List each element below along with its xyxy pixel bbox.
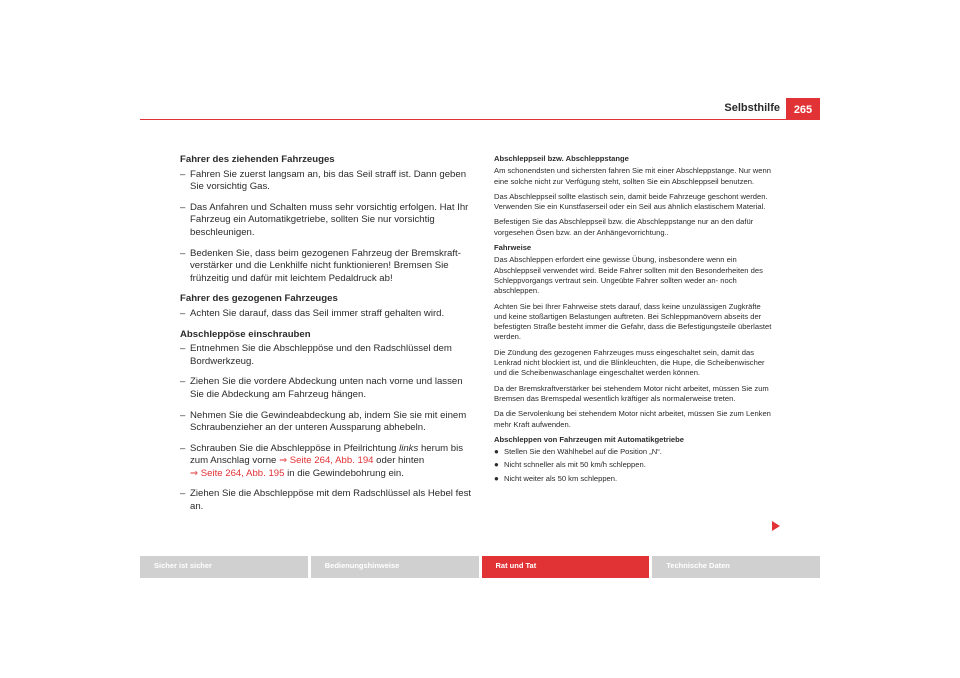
heading-towed-driver: Fahrer des gezogenen Fahrzeuges (180, 293, 338, 305)
list-item (180, 308, 474, 321)
list-item-text: Ziehen Sie die Abschleppöse mit dem Radschlüssel als Hebel fest an. (190, 488, 472, 513)
text-segment: in die Gewindebohrung ein. (284, 467, 404, 479)
bullet-icon: ● (494, 473, 499, 483)
bullet-text: Nicht weiter als 50 km schleppen. (504, 473, 618, 483)
paragraph: Das Abschleppseil sollte elastisch sein, damit beide Fahrzeuge geschont werden. Verwenden Sie ein Kunstfaserseil oder ein Seil aus ähnlich elastischem Material. (494, 191, 768, 212)
tab-technical-data[interactable]: Technische Daten (652, 556, 820, 578)
heading-tow-rope: Abschleppseil bzw. Abschleppstange (494, 154, 629, 163)
list-item-text: Bedenken Sie, dass beim gezogenen Fahrzeug der Bremskraftverstärker und die Lenkhilfe nicht funktionieren! Bremsen Sie frühzeitig und dafür mit leichtem Pedaldruck ab! (190, 247, 461, 284)
list-item-text: Das Anfahren und Schalten muss sehr vorsichtig erfolgen. Hat Ihr Fahrzeug ein Automatikgetriebe, sollten Sie nur vorsichtig beschleunigen. (190, 201, 469, 238)
dash: – (180, 409, 186, 421)
list-item-text: Achten Sie darauf, dass das Seil immer straff gehalten wird. (190, 307, 445, 319)
tab-operating-instructions[interactable]: Bedienungshinweise (311, 556, 479, 578)
dash: – (180, 488, 186, 500)
list-item-text: Fahren Sie zuerst langsam an, bis das Seil straff ist. Dann geben Sie vorsichtig Gas. (190, 168, 467, 193)
dash: – (180, 442, 186, 454)
list-item (180, 202, 474, 240)
tab-tips-and-help[interactable]: Rat und Tat (482, 556, 650, 578)
dash: – (180, 343, 186, 355)
bullet-text: Nicht schneller als mit 50 km/h schleppen. (504, 460, 646, 470)
page-number: 265 (786, 98, 820, 120)
list-item-text: Ziehen Sie die vordere Abdeckung unten nach vorne und lassen Sie die Abdeckung am Fahrzeug hängen. (190, 376, 463, 400)
bullet-item (494, 460, 772, 470)
list-item (180, 248, 474, 286)
list-item (180, 410, 474, 435)
cross-reference-link[interactable]: ⇒ Seite 264, Abb. 195 (190, 467, 285, 479)
dash: – (180, 376, 186, 388)
heading-driving-style: Fahrweise (494, 243, 532, 253)
paragraph: Da die Servolenkung bei stehendem Motor nicht arbeitet, müssen Sie zum Lenken mehr Kraft aufwenden. (494, 409, 771, 429)
paragraph: Das Abschleppen erfordert eine gewisse Übung, insbesondere wenn ein Abschleppseil verwendet wird. Beide Fahrer sollten mit den Besonderheiten des Schleppvorgangs vertraut sein. Ungeübte Fahrer sollten weder an- noch abschleppen. (494, 255, 763, 296)
italic-text: links (399, 442, 419, 454)
list-item (180, 443, 474, 481)
bullet-icon: ● (494, 447, 499, 457)
dash: – (180, 168, 186, 180)
header-rule (140, 119, 820, 120)
bullet-text: Stellen Sie den Wählhebel auf die Position „N“. (504, 447, 662, 457)
header-title: Selbsthilfe (724, 102, 780, 114)
paragraph: Die Zündung des gezogenen Fahrzeuges muss eingeschaltet sein, damit das Lenkrad nicht blockiert ist, und die Blinkleuchten, die Hupe, die Scheibenwischer und die Scheibenwaschanlage eingeschaltet werden können. (494, 347, 765, 378)
paragraph: Befestigen Sie das Abschleppseil bzw. die Abschleppstange nur an den dafür vorgesehen Ösen bzw. an der Anhängevorrichtung.. (494, 217, 754, 237)
dash: – (180, 307, 186, 319)
paragraph: Achten Sie bei Ihrer Fahrweise stets darauf, dass keine unzulässigen Zugkräfte und keine stoßartigen Belastungen auftreten. Bei Schleppmanövern abseits der befestigten Straße besteht immer die Gefahr, dass die Befestigungsteile überlastet werden. (494, 301, 772, 342)
tab-safety[interactable]: Sicher ist sicher (140, 556, 308, 578)
left-column (180, 154, 474, 522)
list-item (180, 343, 474, 368)
list-item-text: Entnehmen Sie die Abschleppöse und den Radschlüssel dem Bordwerkzeug. (190, 343, 452, 367)
text-segment: herum bis zum Anschlag vorne (190, 442, 464, 467)
heading-tow-eye: Abschleppöse einschrauben (180, 328, 311, 340)
text-segment: Schrauben Sie die Abschleppöse in Pfeilrichtung (190, 442, 400, 454)
footer-tabs (140, 556, 820, 578)
list-item (180, 169, 474, 194)
cross-reference-link[interactable]: ⇒ Seite 264, Abb. 194 (279, 455, 374, 467)
list-item (180, 376, 474, 401)
heading-automatic-gearbox: Abschleppen von Fahrzeugen mit Automatikgetriebe (494, 434, 685, 444)
list-item-text: Nehmen Sie die Gewindeabdeckung ab, indem Sie sie mit einem Schraubenzieher an der unteren Aussparung abhebeln. (190, 409, 467, 434)
bullet-item (494, 474, 772, 484)
text-segment: oder hinten (373, 455, 425, 467)
bullet-icon: ● (494, 460, 499, 470)
bullet-item (494, 447, 772, 457)
list-item-text (190, 443, 463, 479)
list-item (180, 488, 474, 513)
paragraph: Am schonendsten und sichersten fahren Sie mit einer Abschleppstange. Nur wenn eine solche nicht zur Verfügung steht, sollten Sie ein Abschleppseil benutzen. (494, 166, 771, 186)
dash: – (180, 247, 186, 259)
next-page-arrow-icon[interactable] (772, 521, 780, 531)
right-column (494, 154, 772, 487)
paragraph: Da der Bremskraftverstärker bei stehendem Motor nicht arbeitet, müssen Sie zum Bremsen das Bremspedal wesentlich kräftiger als normalerweise treten. (494, 383, 769, 403)
dash: – (180, 201, 186, 213)
heading-towing-driver: Fahrer des ziehenden Fahrzeuges (180, 154, 335, 165)
